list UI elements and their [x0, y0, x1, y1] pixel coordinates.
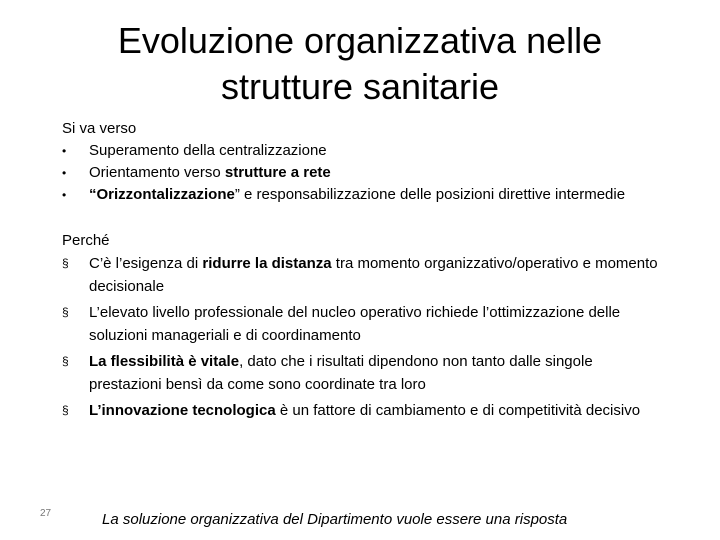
item-text: Superamento della centralizzazione — [89, 142, 327, 159]
section-bullet-icon: § — [62, 403, 69, 417]
title-line-2: strutture sanitarie — [220, 66, 500, 107]
list-item — [62, 252, 662, 298]
bullet-list-2 — [62, 252, 662, 422]
item-text: è un fattore di cambiamento e di competitività decisivo — [275, 402, 641, 419]
item-text: ” e responsabilizzazione delle posizioni direttive intermedie — [234, 186, 626, 203]
dot-bullet-icon: • — [62, 166, 67, 180]
section-bullet-icon: § — [62, 256, 69, 270]
dot-bullet-icon: • — [62, 188, 67, 202]
item-text-bold: strutture a rete — [224, 164, 331, 181]
item-text-bold: ridurre la distanza — [202, 255, 332, 272]
list-item — [62, 399, 662, 422]
item-text: , dato che i risultati dipendono non tanto dalle singole prestazioni bensì da come sono coordinate tra loro — [89, 353, 593, 393]
slide-body — [62, 118, 662, 425]
list-item — [62, 301, 662, 347]
item-text-bold: L’innovazione tecnologica — [89, 402, 276, 419]
dot-bullet-icon: • — [62, 144, 67, 158]
item-text: tra momento organizzativo/operativo e momento decisionale — [89, 255, 658, 295]
item-text-bold: La flessibilità è vitale — [89, 353, 240, 370]
list-item — [62, 162, 662, 184]
title-line-1: Evoluzione organizzativa nelle — [117, 20, 603, 61]
section-bullet-icon: § — [62, 305, 69, 319]
list-item — [62, 350, 662, 396]
section-label-si-va-verso: Si va verso — [62, 120, 137, 137]
item-text: Orientamento verso — [89, 164, 225, 181]
list-item — [62, 140, 662, 162]
slide-title — [60, 18, 660, 110]
slide-number: 27 — [40, 508, 52, 519]
footer-text: La soluzione organizzativa del Dipartimento vuole essere una risposta — [102, 511, 568, 528]
item-text-bold: “Orizzontalizzazione — [89, 186, 235, 203]
section-label-perche: Perché — [62, 232, 110, 249]
item-text: C’è l’esigenza di — [89, 255, 203, 272]
bullet-list-1 — [62, 140, 662, 206]
section-bullet-icon: § — [62, 354, 69, 368]
item-text: L’elevato livello professionale del nucleo operativo richiede l’ottimizzazione delle soluzioni manageriali e di coordinamento — [89, 304, 621, 344]
list-item — [62, 184, 662, 206]
